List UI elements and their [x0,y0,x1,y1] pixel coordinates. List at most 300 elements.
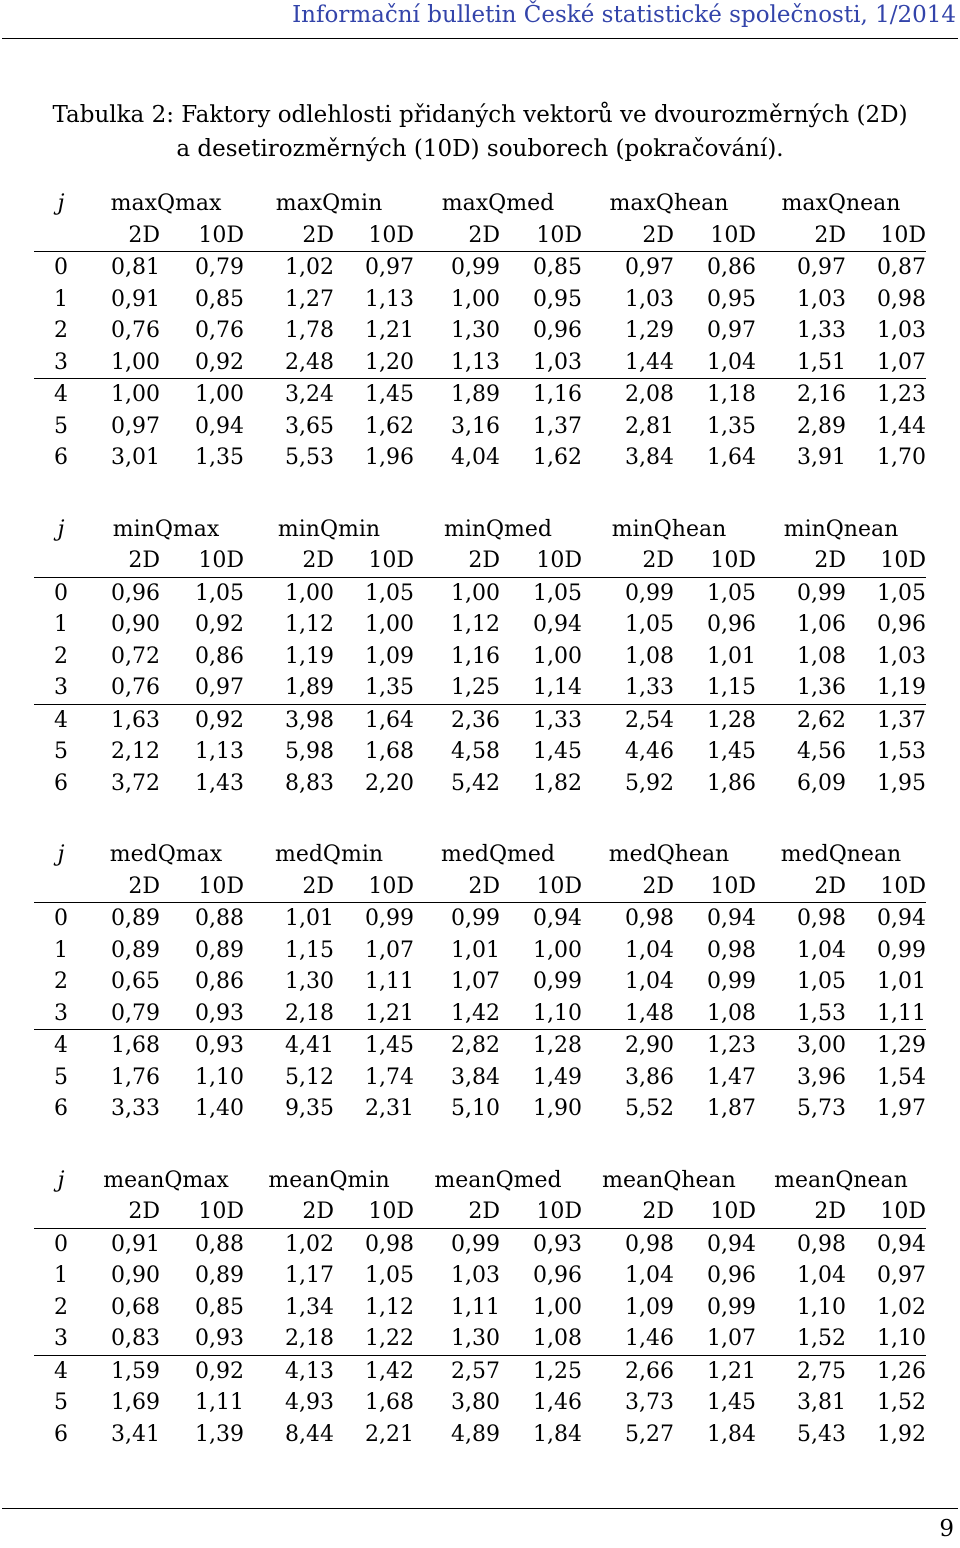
table-cell: 1,30 [414,1323,500,1355]
table-cell: 1,20 [334,347,414,379]
dimension-header: 2D [414,1196,500,1228]
table-row [34,1062,926,1094]
group-header: medQnean [780,842,902,868]
table-cell: 1,84 [533,1421,582,1447]
table-cell: 0,90 [111,1263,160,1289]
table-cell: 5,10 [451,1096,500,1122]
table-cell: 1,68 [365,739,414,765]
row-index: 2 [54,1294,68,1320]
table-cell: 1,08 [500,1323,582,1355]
table-cell: 0,85 [533,255,582,281]
dimension-header: 2D [756,871,846,903]
table-cell: 3,24 [285,382,334,408]
table-cell: 1,00 [111,382,160,408]
table-cell: 2,54 [625,707,674,733]
dimension-header: 10D [160,1196,244,1228]
group-header: meanQmin [268,1167,390,1193]
table-cell: 1,46 [533,1390,582,1416]
table-cell: 1,23 [707,1033,756,1059]
table-cell: 1,40 [195,1096,244,1122]
table-row [34,609,926,641]
table-cell: 5,92 [625,770,674,796]
table-row [34,347,926,379]
table-cell: 0,85 [195,286,244,312]
table-cell: 1,43 [195,770,244,796]
table-cell: 0,99 [877,937,926,963]
table-cell: 3,01 [111,445,160,471]
dimension-header: 2D [414,871,500,903]
table-row [34,768,926,800]
group-header-row [34,514,926,546]
table-cell: 1,10 [500,998,582,1030]
table-row [34,1030,926,1062]
table-row [34,284,926,316]
table-cell: 1,90 [533,1096,582,1122]
table-cell: 1,01 [285,906,334,932]
table-cell: 1,39 [195,1421,244,1447]
table-cell: 0,65 [111,969,160,995]
footer-rule [2,1508,958,1509]
table-cell: 5,12 [285,1064,334,1090]
table-cell: 1,05 [365,1263,414,1289]
table-cell: 1,05 [707,580,756,606]
table-cell: 1,26 [877,1358,926,1384]
table-cell: 0,85 [195,1294,244,1320]
row-index: 6 [54,1096,68,1122]
table-cell: 0,97 [707,318,756,344]
table-cell: 1,02 [285,255,334,281]
row-index: 6 [54,445,68,471]
table-cell: 3,72 [111,770,160,796]
table-cell: 1,96 [365,445,414,471]
table-cell: 4,89 [451,1421,500,1447]
table-cell: 3,41 [111,1421,160,1447]
sub-header-row [34,545,926,577]
table-blocks [34,188,926,1490]
table-cell: 2,21 [365,1421,414,1447]
table-cell: 1,07 [674,1323,756,1355]
row-index: 0 [54,580,68,606]
table-cell: 1,45 [365,1033,414,1059]
table-cell: 4,04 [451,445,500,471]
table-cell: 1,17 [285,1263,334,1289]
table-cell: 1,64 [365,707,414,733]
data-table [34,839,926,1125]
table-cell: 1,03 [877,318,926,344]
table-cell: 1,82 [533,770,582,796]
table-row [34,1387,926,1419]
row-index: 3 [34,672,88,704]
group-header: medQhean [608,842,730,868]
table-cell: 1,21 [334,998,414,1030]
dimension-header: 10D [846,871,926,903]
table-row [34,704,926,736]
table-row [34,577,926,609]
row-index: 1 [54,937,68,963]
table-cell: 1,68 [111,1033,160,1059]
table-cell: 0,83 [88,1323,160,1355]
table-cell: 0,98 [625,1231,674,1257]
dimension-header: 10D [846,220,926,252]
table-cell: 4,41 [285,1033,334,1059]
table-cell: 1,92 [877,1421,926,1447]
table-cell: 1,05 [533,580,582,606]
dimension-header: 2D [88,1196,160,1228]
row-index: 6 [54,770,68,796]
table-cell: 0,92 [160,347,244,379]
table-cell: 0,89 [111,937,160,963]
dimension-header: 10D [674,871,756,903]
table-cell: 1,04 [797,937,846,963]
table-cell: 0,91 [111,286,160,312]
table-cell: 1,00 [533,1294,582,1320]
table-cell: 1,16 [451,643,500,669]
table-cell: 0,76 [195,318,244,344]
table-cell: 1,10 [846,1323,926,1355]
caption-line-1: Tabulka 2: Faktory odlehlosti přidaných vektorů ve dvourozměrných (2D) [52,102,908,128]
table-cell: 5,42 [451,770,500,796]
group-header: medQmax [109,842,223,868]
table-cell: 1,05 [195,580,244,606]
table-cell: 1,74 [365,1064,414,1090]
table-cell: 9,35 [285,1096,334,1122]
table-cell: 0,97 [625,255,674,281]
table-row [34,1292,926,1324]
group-header: maxQmed [441,191,555,217]
group-header: maxQnean [781,191,901,217]
table-cell: 1,78 [285,318,334,344]
table-cell: 0,98 [707,937,756,963]
table-cell: 8,83 [285,770,334,796]
table-cell: 1,42 [365,1358,414,1384]
group-header-row [34,839,926,871]
table-cell: 1,45 [707,1390,756,1416]
j-header: j [57,1167,65,1193]
group-header: meanQmed [434,1167,562,1193]
table-cell: 1,25 [533,1358,582,1384]
table-cell: 0,97 [877,1263,926,1289]
sub-header-row [34,220,926,252]
table-cell: 0,95 [533,286,582,312]
empty-cell [34,871,88,903]
group-header: medQmin [274,842,384,868]
dimension-header: 10D [334,871,414,903]
table-cell: 1,12 [451,612,500,638]
dimension-header: 10D [500,220,582,252]
table-cell: 1,46 [582,1323,674,1355]
table-cell: 1,89 [451,382,500,408]
table-cell: 1,68 [365,1390,414,1416]
table-block [34,514,926,800]
table-cell: 1,35 [334,672,414,704]
dimension-header: 2D [88,871,160,903]
table-cell: 2,18 [244,1323,334,1355]
dimension-header: 10D [334,220,414,252]
group-header: medQmed [441,842,555,868]
table-cell: 1,04 [625,969,674,995]
table-cell: 1,07 [846,347,926,379]
table-cell: 0,93 [533,1231,582,1257]
table-cell: 2,75 [797,1358,846,1384]
table-cell: 0,97 [160,672,244,704]
table-cell: 1,04 [674,347,756,379]
j-header: j [57,516,65,542]
table-cell: 1,45 [707,739,756,765]
table-row [34,1260,926,1292]
table-cell: 1,44 [877,413,926,439]
dimension-header: 2D [756,1196,846,1228]
table-cell: 1,84 [707,1421,756,1447]
table-cell: 0,79 [195,255,244,281]
table-caption [6,98,954,166]
data-table [34,1165,926,1451]
row-index: 2 [54,643,68,669]
table-cell: 1,29 [877,1033,926,1059]
table-cell: 2,12 [111,739,160,765]
dimension-header: 2D [244,545,334,577]
table-cell: 2,82 [451,1033,500,1059]
table-cell: 1,36 [756,672,846,704]
table-cell: 2,89 [797,413,846,439]
dimension-header: 10D [500,1196,582,1228]
table-cell: 1,44 [582,347,674,379]
dimension-header: 10D [846,545,926,577]
table-cell: 0,94 [707,906,756,932]
table-cell: 0,92 [195,1358,244,1384]
table-cell: 0,87 [877,255,926,281]
row-index: 6 [54,1421,68,1447]
data-table [34,514,926,800]
table-cell: 3,80 [451,1390,500,1416]
dimension-header: 10D [674,545,756,577]
table-cell: 1,05 [365,580,414,606]
table-cell: 1,33 [582,672,674,704]
table-cell: 0,99 [797,580,846,606]
table-cell: 5,52 [625,1096,674,1122]
group-header: maxQmin [275,191,383,217]
table-cell: 0,89 [195,937,244,963]
table-cell: 0,89 [111,906,160,932]
group-header: minQmax [112,516,220,542]
table-cell: 1,09 [365,643,414,669]
dimension-header: 2D [582,220,674,252]
table-cell: 1,49 [533,1064,582,1090]
table-cell: 0,92 [195,707,244,733]
table-cell: 0,98 [877,286,926,312]
dimension-header: 2D [582,545,674,577]
dimension-header: 10D [674,220,756,252]
table-cell: 0,99 [625,580,674,606]
table-cell: 1,33 [533,707,582,733]
table-cell: 1,13 [414,347,500,379]
table-cell: 1,33 [797,318,846,344]
table-row [34,411,926,443]
table-cell: 0,72 [111,643,160,669]
table-cell: 0,93 [160,998,244,1030]
row-index: 1 [54,1263,68,1289]
table-cell: 1,51 [756,347,846,379]
table-cell: 4,56 [797,739,846,765]
table-cell: 0,99 [365,906,414,932]
table-cell: 1,95 [877,770,926,796]
table-cell: 2,48 [244,347,334,379]
table-cell: 0,97 [797,255,846,281]
table-row [34,1355,926,1387]
table-cell: 0,86 [707,255,756,281]
table-cell: 0,86 [195,969,244,995]
group-header: meanQmax [103,1167,229,1193]
row-index: 2 [54,969,68,995]
table-cell: 1,28 [707,707,756,733]
table-block [34,1165,926,1451]
table-cell: 1,87 [707,1096,756,1122]
table-cell: 1,00 [285,580,334,606]
table-cell: 1,00 [365,612,414,638]
table-cell: 2,16 [797,382,846,408]
table-cell: 0,94 [877,906,926,932]
dimension-header: 10D [674,1196,756,1228]
table-cell: 6,09 [797,770,846,796]
table-cell: 0,94 [195,413,244,439]
table-row [34,935,926,967]
table-cell: 0,94 [877,1231,926,1257]
table-cell: 1,11 [451,1294,500,1320]
table-cell: 1,02 [285,1231,334,1257]
table-cell: 0,96 [533,1263,582,1289]
table-cell: 0,91 [111,1231,160,1257]
table-cell: 1,19 [285,643,334,669]
table-cell: 1,86 [707,770,756,796]
row-index: 3 [34,998,88,1030]
table-cell: 4,93 [285,1390,334,1416]
table-cell: 3,84 [625,445,674,471]
table-cell: 1,13 [365,286,414,312]
table-cell: 0,98 [625,906,674,932]
dimension-header: 2D [414,220,500,252]
table-cell: 2,90 [625,1033,674,1059]
table-cell: 1,14 [500,672,582,704]
row-index: 1 [54,612,68,638]
table-cell: 0,93 [160,1323,244,1355]
table-row [34,1419,926,1451]
table-cell: 0,97 [111,413,160,439]
table-cell: 1,30 [285,969,334,995]
running-header: Informační bulletin České statistické společnosti, 1/2014 [292,2,956,28]
group-header: minQmin [277,516,381,542]
table-cell: 1,01 [877,969,926,995]
table-cell: 1,35 [707,413,756,439]
empty-cell [34,1196,88,1228]
table-cell: 1,21 [365,318,414,344]
table-cell: 0,96 [707,612,756,638]
table-cell: 1,23 [877,382,926,408]
table-cell: 0,88 [195,1231,244,1257]
table-block [34,188,926,474]
table-cell: 0,94 [533,612,582,638]
table-cell: 1,13 [195,739,244,765]
table-row [34,672,926,704]
table-cell: 1,11 [365,969,414,995]
table-cell: 0,81 [111,255,160,281]
dimension-header: 2D [414,545,500,577]
table-cell: 1,04 [625,937,674,963]
table-row [34,903,926,935]
dimension-header: 2D [88,220,160,252]
table-cell: 1,53 [877,739,926,765]
dimension-header: 10D [846,1196,926,1228]
table-cell: 0,99 [533,969,582,995]
table-row [34,252,926,284]
caption-line-2: a desetirozměrných (10D) souborech (pokračování). [176,136,784,162]
table-cell: 3,73 [625,1390,674,1416]
table-row [34,1228,926,1260]
table-row [34,315,926,347]
table-cell: 1,03 [625,286,674,312]
j-header: j [57,191,65,217]
table-cell: 0,99 [707,969,756,995]
table-cell: 2,18 [244,998,334,1030]
table-row [34,1093,926,1125]
table-row [34,379,926,411]
table-cell: 1,28 [533,1033,582,1059]
table-cell: 1,00 [88,347,160,379]
row-index: 4 [54,1358,68,1384]
table-cell: 5,27 [625,1421,674,1447]
table-row [34,1323,926,1355]
table-cell: 1,16 [533,382,582,408]
table-cell: 1,07 [451,969,500,995]
table-cell: 5,43 [797,1421,846,1447]
table-cell: 1,00 [533,643,582,669]
dimension-header: 2D [582,1196,674,1228]
table-cell: 2,66 [625,1358,674,1384]
table-cell: 3,33 [111,1096,160,1122]
table-cell: 1,10 [195,1064,244,1090]
table-cell: 3,81 [797,1390,846,1416]
table-cell: 0,68 [111,1294,160,1320]
j-header: j [57,842,65,868]
dimension-header: 10D [500,545,582,577]
table-cell: 2,62 [797,707,846,733]
table-cell: 2,31 [365,1096,414,1122]
row-index: 4 [54,707,68,733]
row-index: 0 [54,906,68,932]
table-cell: 0,97 [365,255,414,281]
dimension-header: 2D [244,871,334,903]
table-cell: 1,76 [111,1064,160,1090]
group-header: maxQhean [609,191,729,217]
table-cell: 1,53 [756,998,846,1030]
table-cell: 0,99 [451,1231,500,1257]
table-cell: 1,30 [451,318,500,344]
table-cell: 0,98 [797,906,846,932]
table-cell: 0,92 [195,612,244,638]
table-row [34,736,926,768]
table-cell: 1,19 [846,672,926,704]
table-cell: 3,84 [451,1064,500,1090]
dimension-header: 10D [500,871,582,903]
table-cell: 1,34 [285,1294,334,1320]
empty-cell [34,545,88,577]
group-header: meanQhean [602,1167,736,1193]
table-row [34,998,926,1030]
table-cell: 1,08 [625,643,674,669]
dimension-header: 10D [160,220,244,252]
group-header: minQhean [611,516,727,542]
table-cell: 0,96 [111,580,160,606]
table-cell: 0,94 [707,1231,756,1257]
row-index: 4 [54,382,68,408]
